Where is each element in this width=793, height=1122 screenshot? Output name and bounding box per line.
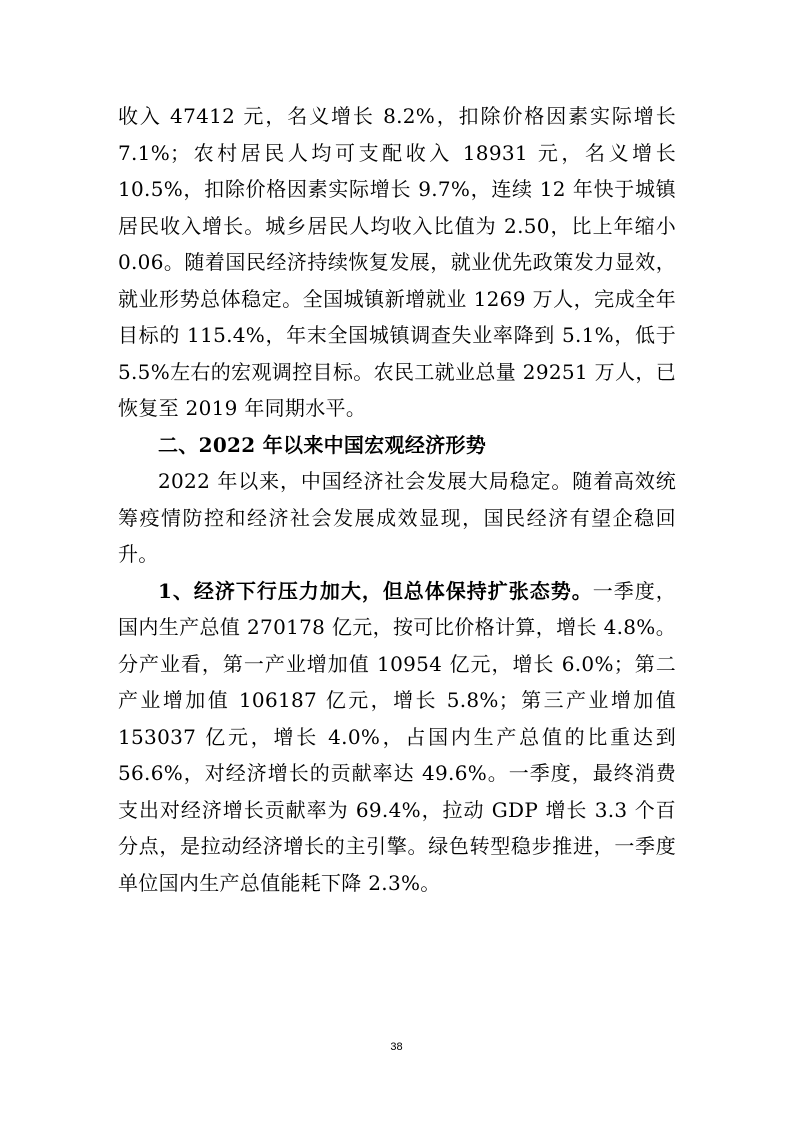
paragraph-lead: 1、经济下行压力加大，但总体保持扩张态势。 (158, 578, 593, 603)
paragraph-overview: 2022 年以来，中国经济社会发展大局稳定。随着高效统筹疫情防控和经济社会发展成效显现，国民经济有望企稳回升。 (118, 469, 676, 566)
page-number: 38 (390, 1041, 403, 1053)
section-heading: 二、2022 年以来中国宏观经济形势 (158, 432, 487, 457)
paragraph-economy (118, 573, 676, 902)
paragraph-income-employment: 收入 47412 元，名义增长 8.2%，扣除价格因素实际增长 7.1%；农村居民人均可支配收入 18931 元，名义增长 10.5%，扣除价格因素实际增长 9.7%，连续 12 年快于城镇居民收入增长。城乡居民人均收入比值为 2.50，比上年缩小 0.06。随着国民经济持续恢复发展，就业优先政策发力显效，就业形势总体稳定。全国城镇新增就业 1269 万人，完成全年目标的 115.4%，年末全国城镇调查失业率降到 5.1%，低于 5.5%左右的宏观调控目标。农民工就业总量 29251 万人，已恢复至 2019 年同期水平。 (118, 104, 676, 420)
document-body (118, 98, 676, 901)
paragraph-economy-body: 一季度，国内生产总值 270178 亿元，按可比价格计算，增长 4.8%。分产业看，第一产业增加值 10954 亿元，增长 6.0%；第二产业增加值 106187 亿元，增长 5.8%；第三产业增加值 153037 亿元，增长 4.0%，占国内生产总值的比重达到 56.6%，对经济增长的贡献率达 49.6%。一季度，最终消费支出对经济增长贡献率为 69.4%，拉动 GDP 增长 3.3 个百分点，是拉动经济增长的主引擎。绿色转型稳步推进，一季度单位国内生产总值能耗下降 2.3%。 (118, 578, 677, 895)
